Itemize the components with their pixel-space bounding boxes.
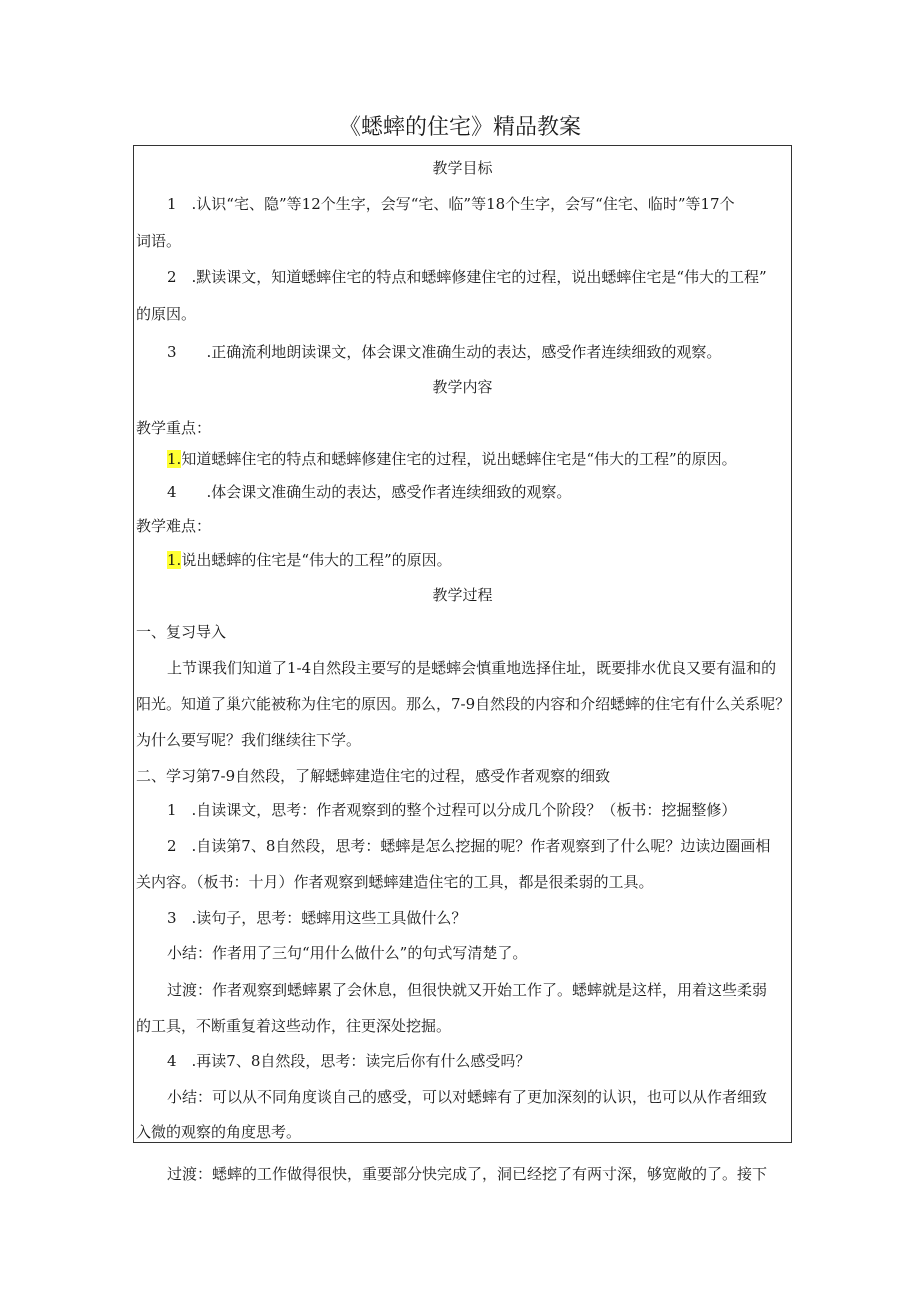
- difficulty-1-text: 说出蟋蟀的住宅是“伟大的工程”的原因。: [181, 551, 452, 569]
- part-1-title: 一、复习导入: [136, 623, 227, 641]
- process-heading: 教学过程: [432, 586, 493, 604]
- step-1: 1 .自读课文，思考：作者观察到的整个过程可以分成几个阶段？（板书：挖掘整修）: [167, 801, 737, 819]
- key-point-1: [167, 448, 737, 470]
- goal-1-line-1: 1 .认识“宅、隐”等12个生字，会写“宅、临”等18个生字，会写“住宅、临时”等17个: [167, 195, 735, 213]
- step-2-line-2: 关内容。（板书：十月）作者观察到蟋蟀建造住宅的工具，都是很柔弱的工具。: [136, 873, 654, 891]
- goals-heading: 教学目标: [432, 159, 493, 177]
- part-1-paragraph-line-2: 阳光。知道了巢穴能被称为住宅的原因。那么，7-9自然段的内容和介绍蟋蟀的住宅有什么关系呢？: [136, 695, 791, 713]
- step-2-line-1: 2 .自读第7、8自然段，思考：蟋蟀是怎么挖掘的呢？作者观察到了什么呢？边读边圈画相: [167, 837, 771, 855]
- transition-1-line-1: 过渡：作者观察到蟋蟀累了会休息，但很快就又开始工作了。蟋蟀就是这样，用着这些柔弱: [167, 981, 768, 999]
- goal-2-line-2: 的原因。: [136, 305, 197, 323]
- key-point-4: 4 .体会课文准确生动的表达，感受作者连续细致的观察。: [167, 483, 572, 501]
- summary-2-line-1: 小结：可以从不同角度谈自己的感受，可以对蟋蟀有了更加深刻的认识，也可以从作者细致: [167, 1088, 768, 1106]
- key-point-1-number: 1.: [167, 450, 182, 468]
- document-title: 《蟋蟀的住宅》精品教案: [338, 115, 581, 140]
- step-4: 4 .再读7、8自然段，思考：读完后你有什么感受吗？: [167, 1052, 531, 1070]
- goal-1-line-2: 词语。: [136, 232, 182, 250]
- key-point-1-text: 知道蟋蟀住宅的特点和蟋蟀修建住宅的过程，说出蟋蟀住宅是“伟大的工程”的原因。: [181, 450, 737, 468]
- part-1-paragraph-line-1: 上节课我们知道了1-4自然段主要写的是蟋蟀会慎重地选择住址，既要排水优良又要有温和的: [167, 659, 777, 677]
- transition-1-line-2: 的工具，不断重复着这些动作，往更深处挖掘。: [136, 1017, 452, 1035]
- goal-3: 3 .正确流利地朗读课文，体会课文准确生动的表达，感受作者连续细致的观察。: [167, 343, 722, 361]
- key-points-label: 教学重点：: [136, 419, 212, 437]
- step-3: 3 .读句子，思考：蟋蟀用这些工具做什么？: [167, 909, 467, 927]
- content-heading: 教学内容: [432, 378, 493, 396]
- difficulty-1-number: 1.: [167, 551, 182, 569]
- goal-2-line-1: 2 .默读课文，知道蟋蟀住宅的特点和蟋蟀修建住宅的过程，说出蟋蟀住宅是“伟大的工程”: [167, 268, 767, 286]
- part-1-paragraph-line-3: 为什么要写呢？我们继续往下学。: [136, 731, 362, 749]
- part-2-title: 二、学习第7-9自然段，了解蟋蟀建造住宅的过程，感受作者观察的细致: [136, 767, 611, 785]
- difficulty-1: [167, 549, 452, 571]
- transition-2: 过渡：蟋蟀的工作做得很快，重要部分快完成了，洞已经挖了有两寸深，够宽敞的了。接下: [167, 1165, 768, 1183]
- difficulty-label: 教学难点：: [136, 517, 212, 535]
- summary-2-line-2: 入微的观察的角度思考。: [136, 1123, 302, 1141]
- summary-1: 小结：作者用了三句“用什么做什么”的句式写清楚了。: [167, 944, 528, 962]
